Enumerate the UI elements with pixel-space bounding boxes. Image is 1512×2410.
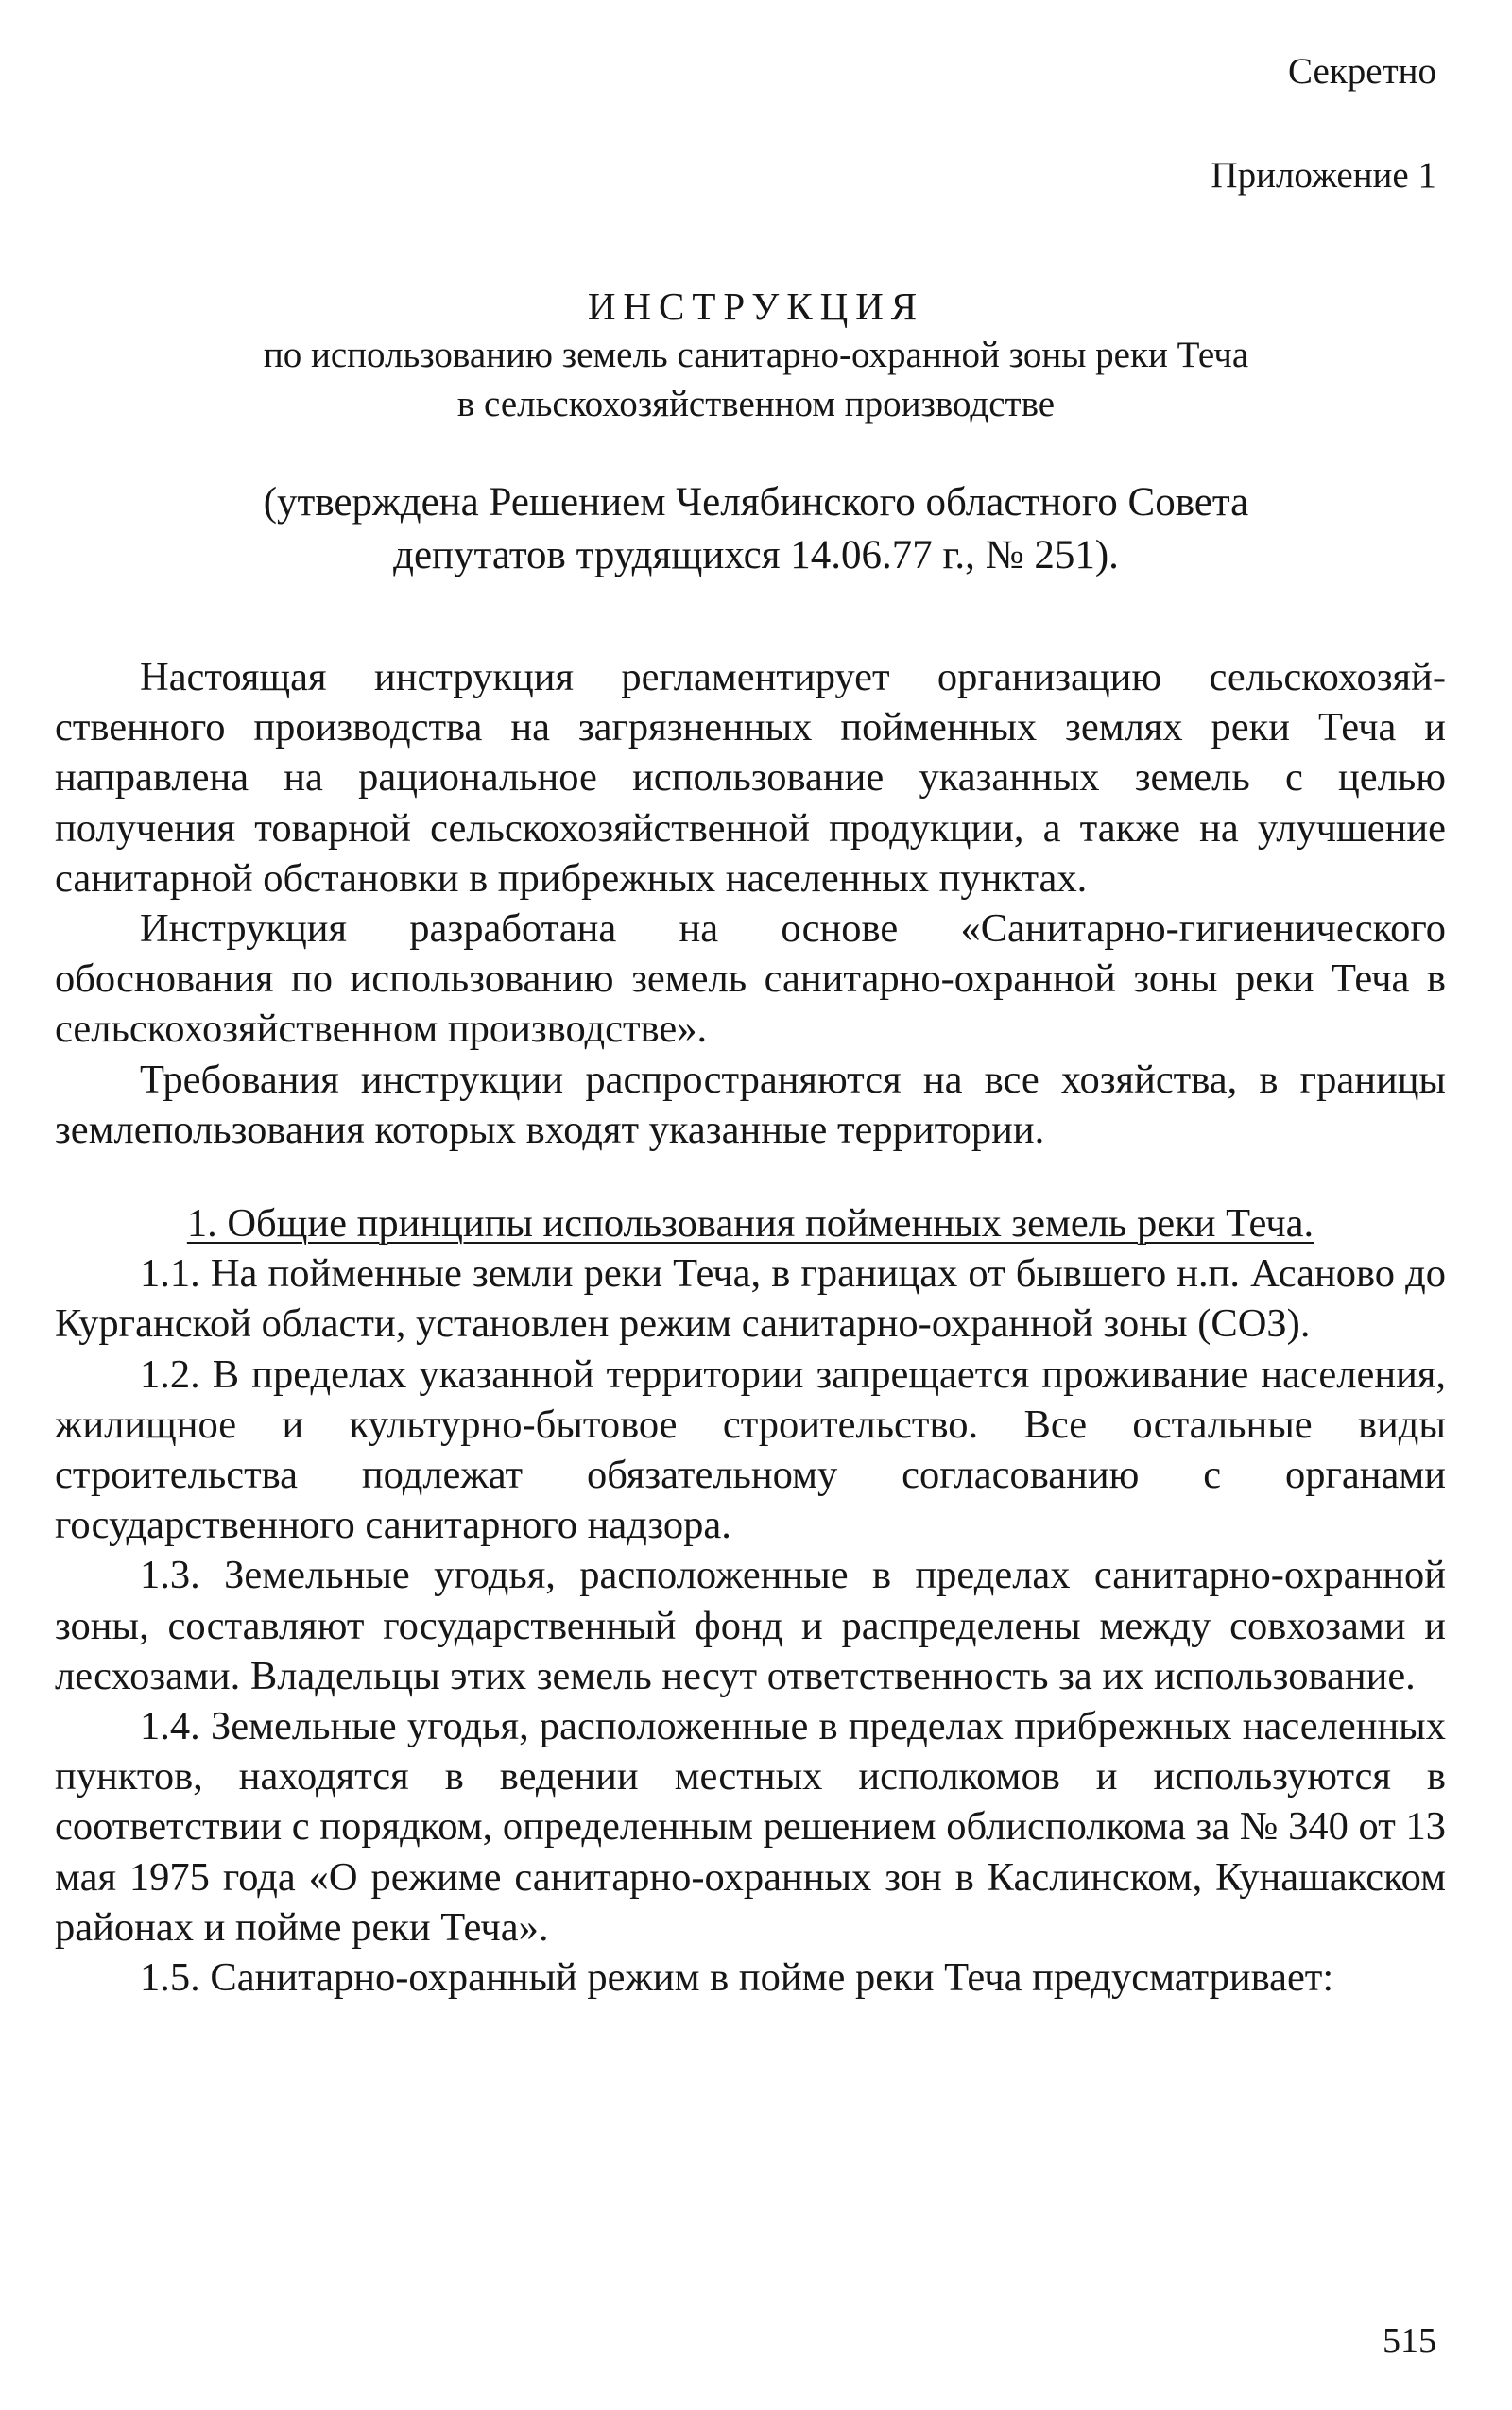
approval-note [142,476,1370,582]
intro-paragraph: Инструкция разработана на основе «Санитарно-гигиенического обоснования по использованию земель санитарно-охранной зоны реки Теча в сельскохозяйственном производстве». [55,906,1446,1052]
intro-paragraph: Настоящая инструкция регламентирует организацию сельскохозяйственного производства на загрязненных пойменных землях реки Теча и направлена на рациональное использование указанных земель с целью получения товарной сельскохозяйственной продукции, а также на улучшение санитарной обстановки в прибрежных населенных пунктах. [55,655,1446,901]
section-item: 1.2. В пределах указанной территории запрещается проживание населения, жилищное и культурно-бытовое строительство. Все остальные виды строительства подлежат обязательному согласованию с органами государственного санитарного надзора. [55,1351,1446,1548]
title-block [142,282,1370,582]
section-item: 1.3. Земельные угодья, расположенные в пределах санитарно-охранной зоны, составляют государственный фонд и распределены между совхозами и лесхозами. Владельцы этих земель несут ответственность за их использование. [55,1553,1446,1698]
document-title: ИНСТРУКЦИЯ [587,284,925,328]
section-item: 1.1. На пойменные земли реки Теча, в границах от бывшего н.п. Асаново до Курганской области, установлен режим санитарно-охранной зоны (СОЗ). [55,1251,1446,1347]
section-heading: 1. Общие принципы использования пойменных земель реки Теча. [186,1201,1314,1247]
document-body [55,652,1446,2003]
appendix-label: Приложение 1 [1211,155,1436,196]
document-subtitle-line-1: по использованию земель санитарно-охранной зоны реки Теча [263,335,1249,375]
approval-note-line-2: депутатов трудящихся 14.06.77 г., № 251). [393,533,1119,577]
classification-mark: Секретно [1288,51,1436,92]
page-number: 515 [1383,2321,1436,2361]
document-subtitle-line-2: в сельскохозяйственном производстве [456,384,1056,424]
section-item: 1.4. Земельные угодья, расположенные в пределах прибрежных населенных пунктов, находятся в ведении местных исполкомов и используются в соответствии с порядком, определенным решением облисполкома за № 340 от 13 мая 1975 года «О режиме санитарно-охранных зон в Каслинском, Кунашакском районах и пойме реки Теча». [55,1704,1446,1950]
section-item: 1.5. Санитарно-охранный режим в пойме реки Теча предусматривает: [140,1955,1334,2001]
intro-paragraph: Требования инструкции распространяются на все хозяйства, в границы землепользования которых входят указанные территории. [55,1057,1446,1152]
approval-note-line-1: (утверждена Решением Челябинского областного Совета [263,480,1249,525]
